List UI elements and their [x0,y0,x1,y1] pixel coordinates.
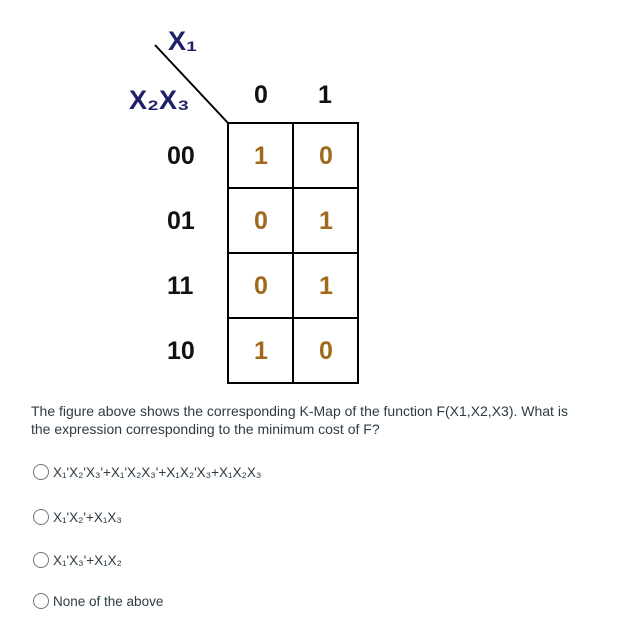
x1-variable-label: X₁ [168,26,198,56]
x2x3-variable-label: X₂X₃ [129,85,190,115]
kmap-cell-10-0: 1 [254,336,268,365]
radio-button[interactable] [33,509,49,525]
radio-button[interactable] [33,552,49,568]
answer-option-label[interactable]: None of the above [53,593,164,609]
answer-option-label[interactable]: X₁'X₂'+X₁X₃ [53,509,122,525]
row-header-01: 01 [167,207,195,235]
col-header-1: 1 [318,81,332,109]
row-header-10: 10 [167,337,195,365]
answer-option-label[interactable]: X₁'X₂'X₃'+X₁'X₂X₃'+X₁X₂'X₃+X₁X₂X₃ [53,464,262,480]
answer-option-1[interactable] [33,462,261,482]
kmap-cell-11-0: 0 [254,271,268,300]
kmap-cell-10-1: 0 [319,336,333,365]
answer-option-label[interactable]: X₁'X₃'+X₁X₂ [53,552,122,568]
kmap-cell-11-1: 1 [319,271,333,300]
row-header-00: 00 [167,142,195,170]
answer-option-2[interactable] [33,507,122,527]
answer-option-4[interactable] [33,591,163,611]
kmap-cell-00-1: 0 [319,141,333,170]
kmap-cell-01-0: 0 [254,206,268,235]
kmap-cell-01-1: 1 [319,206,333,235]
kmap-cell-00-0: 1 [254,141,268,170]
radio-button[interactable] [33,593,49,609]
row-header-11: 11 [167,272,194,300]
col-header-0: 0 [254,81,268,109]
radio-button[interactable] [33,464,49,480]
answer-option-3[interactable] [33,550,122,570]
question-text: The figure above shows the corresponding K-Map of the function F(X1,X2,X3). What is the expression corresponding to the minimum cost of F? [31,403,568,437]
